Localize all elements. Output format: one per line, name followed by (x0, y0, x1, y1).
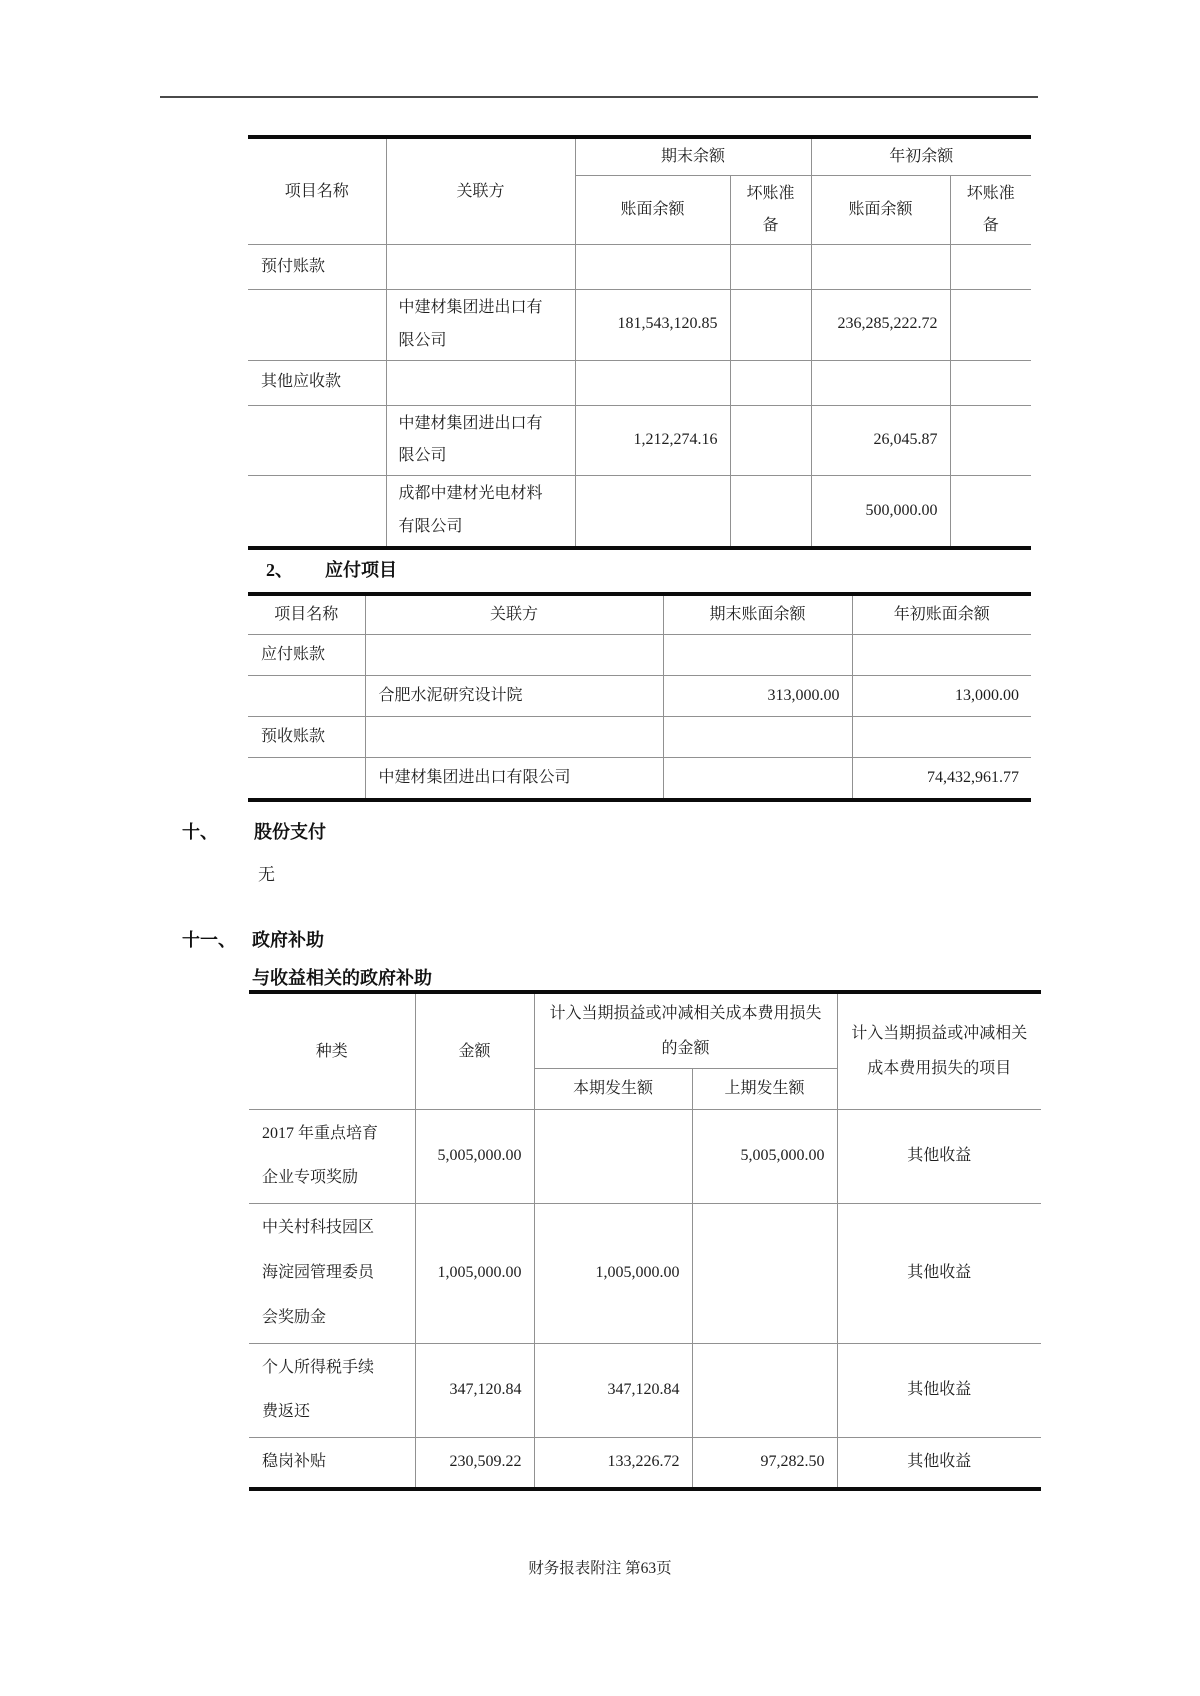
cell-amount: 5,005,000.00 (415, 1109, 534, 1204)
table-row (248, 675, 1031, 716)
cell-pl-item: 其他收益 (837, 1204, 1041, 1343)
section-title: 政府补助 (252, 930, 324, 950)
col-group-ending-balance: 期末余额 (575, 137, 811, 176)
cell-party: 中建材集团进出口有限公司 (365, 757, 663, 800)
cell-beginning-baddebt (950, 476, 1031, 548)
cell-party (365, 634, 663, 675)
cell-beginning-book: 500,000.00 (811, 476, 950, 548)
cell-ending-balance: 313,000.00 (663, 675, 852, 716)
cell-beginning-baddebt (950, 245, 1031, 290)
table-row (248, 405, 1031, 476)
cell-beginning-baddebt (950, 290, 1031, 361)
cell-item (248, 476, 386, 548)
payables-table (248, 592, 1031, 802)
table-row (249, 1438, 1041, 1489)
cell-amount: 1,005,000.00 (415, 1204, 534, 1343)
cell-beginning-book (811, 360, 950, 405)
col-header-current-period: 本期发生额 (534, 1069, 692, 1109)
cell-pl-item: 其他收益 (837, 1109, 1041, 1204)
cell-item: 其他应收款 (248, 360, 386, 405)
col-header-related-party: 关联方 (386, 137, 575, 245)
cell-prior-period: 97,282.50 (692, 1438, 837, 1489)
section-heading-share-payment (182, 818, 326, 844)
col-header-amount: 金额 (415, 992, 534, 1109)
cell-ending-baddebt (730, 476, 811, 548)
table-row (248, 716, 1031, 757)
col-group-beginning-balance: 年初余额 (811, 137, 1031, 176)
cell-party (365, 716, 663, 757)
cell-ending-baddebt (730, 290, 811, 361)
cell-item (248, 675, 365, 716)
cell-current-period (534, 1109, 692, 1204)
col-header-related-party: 关联方 (365, 594, 663, 634)
payables-table-header (248, 594, 1031, 634)
cell-ending-baddebt (730, 360, 811, 405)
table-header-row (248, 594, 1031, 634)
col-header-beginning-book: 账面余额 (811, 176, 950, 245)
col-header-item: 项目名称 (248, 594, 365, 634)
subsidy-table (249, 990, 1041, 1491)
col-header-beginning-book-balance: 年初账面余额 (852, 594, 1031, 634)
receivables-table-header (248, 137, 1031, 245)
cell-beginning-baddebt (950, 405, 1031, 476)
cell-party (386, 245, 575, 290)
cell-prior-period: 5,005,000.00 (692, 1109, 837, 1204)
cell-beginning-balance (852, 634, 1031, 675)
cell-beginning-baddebt (950, 360, 1031, 405)
table-row (249, 1343, 1041, 1438)
col-header-type: 种类 (249, 992, 415, 1109)
cell-item (248, 290, 386, 361)
cell-party: 合肥水泥研究设计院 (365, 675, 663, 716)
table-row (249, 1204, 1041, 1343)
cell-beginning-balance (852, 716, 1031, 757)
cell-beginning-balance: 13,000.00 (852, 675, 1031, 716)
cell-item: 应付账款 (248, 634, 365, 675)
cell-current-period: 1,005,000.00 (534, 1204, 692, 1343)
cell-beginning-book: 26,045.87 (811, 405, 950, 476)
subsection-title-income-related-subsidy: 与收益相关的政府补助 (252, 968, 432, 988)
table-row (249, 1109, 1041, 1204)
table-row (248, 360, 1031, 405)
cell-ending-balance (663, 634, 852, 675)
col-header-pl-item: 计入当期损益或冲减相关成本费用损失的项目 (837, 992, 1041, 1109)
cell-pl-item: 其他收益 (837, 1438, 1041, 1489)
cell-ending-book (575, 245, 730, 290)
cell-beginning-book (811, 245, 950, 290)
section-number: 十一、 (182, 930, 236, 950)
col-header-item: 项目名称 (248, 137, 386, 245)
table-header-row (248, 137, 1031, 176)
section-number: 十、 (182, 822, 218, 842)
cell-prior-period (692, 1204, 837, 1343)
page-footer: 财务报表附注 第63页 (528, 1560, 672, 1577)
cell-party: 成都中建材光电材料有限公司 (386, 476, 575, 548)
share-payment-content: 无 (258, 865, 275, 884)
cell-current-period: 133,226.72 (534, 1438, 692, 1489)
cell-ending-baddebt (730, 245, 811, 290)
cell-ending-book: 181,543,120.85 (575, 290, 730, 361)
section-title: 股份支付 (254, 822, 326, 842)
section-heading-government-subsidy (182, 926, 324, 952)
table-row (248, 476, 1031, 548)
cell-party (386, 360, 575, 405)
table-header-row (249, 992, 1041, 1069)
subsidy-table-header (249, 992, 1041, 1109)
cell-ending-book: 1,212,274.16 (575, 405, 730, 476)
col-header-ending-book-balance: 期末账面余额 (663, 594, 852, 634)
col-header-beginning-baddebt: 坏账准备 (950, 176, 1031, 245)
cell-amount: 347,120.84 (415, 1343, 534, 1438)
table-row (248, 757, 1031, 800)
cell-item: 预付账款 (248, 245, 386, 290)
cell-item (248, 405, 386, 476)
cell-ending-balance (663, 757, 852, 800)
cell-ending-balance (663, 716, 852, 757)
cell-type: 中关村科技园区海淀园管理委员会奖励金 (249, 1204, 415, 1343)
cell-type: 2017 年重点培育企业专项奖励 (249, 1109, 415, 1204)
cell-item (248, 757, 365, 800)
cell-beginning-book: 236,285,222.72 (811, 290, 950, 361)
col-header-prior-period: 上期发生额 (692, 1069, 837, 1109)
cell-item: 预收账款 (248, 716, 365, 757)
cell-party: 中建材集团进出口有限公司 (386, 290, 575, 361)
cell-party: 中建材集团进出口有限公司 (386, 405, 575, 476)
section-heading-payables (266, 556, 397, 582)
cell-beginning-balance: 74,432,961.77 (852, 757, 1031, 800)
cell-prior-period (692, 1343, 837, 1438)
col-group-pl-amount: 计入当期损益或冲减相关成本费用损失的金额 (534, 992, 837, 1069)
cell-type: 个人所得税手续费返还 (249, 1343, 415, 1438)
col-header-ending-book: 账面余额 (575, 176, 730, 245)
cell-ending-baddebt (730, 405, 811, 476)
cell-ending-book (575, 360, 730, 405)
page-header-rule (160, 96, 1038, 98)
cell-amount: 230,509.22 (415, 1438, 534, 1489)
table-row (248, 290, 1031, 361)
col-header-ending-baddebt: 坏账准备 (730, 176, 811, 245)
cell-type: 稳岗补贴 (249, 1438, 415, 1489)
section-number: 2、 (266, 560, 293, 580)
table-row (248, 245, 1031, 290)
cell-ending-book (575, 476, 730, 548)
cell-current-period: 347,120.84 (534, 1343, 692, 1438)
receivables-table (248, 135, 1031, 550)
cell-pl-item: 其他收益 (837, 1343, 1041, 1438)
table-row (248, 634, 1031, 675)
section-title: 应付项目 (325, 560, 397, 580)
